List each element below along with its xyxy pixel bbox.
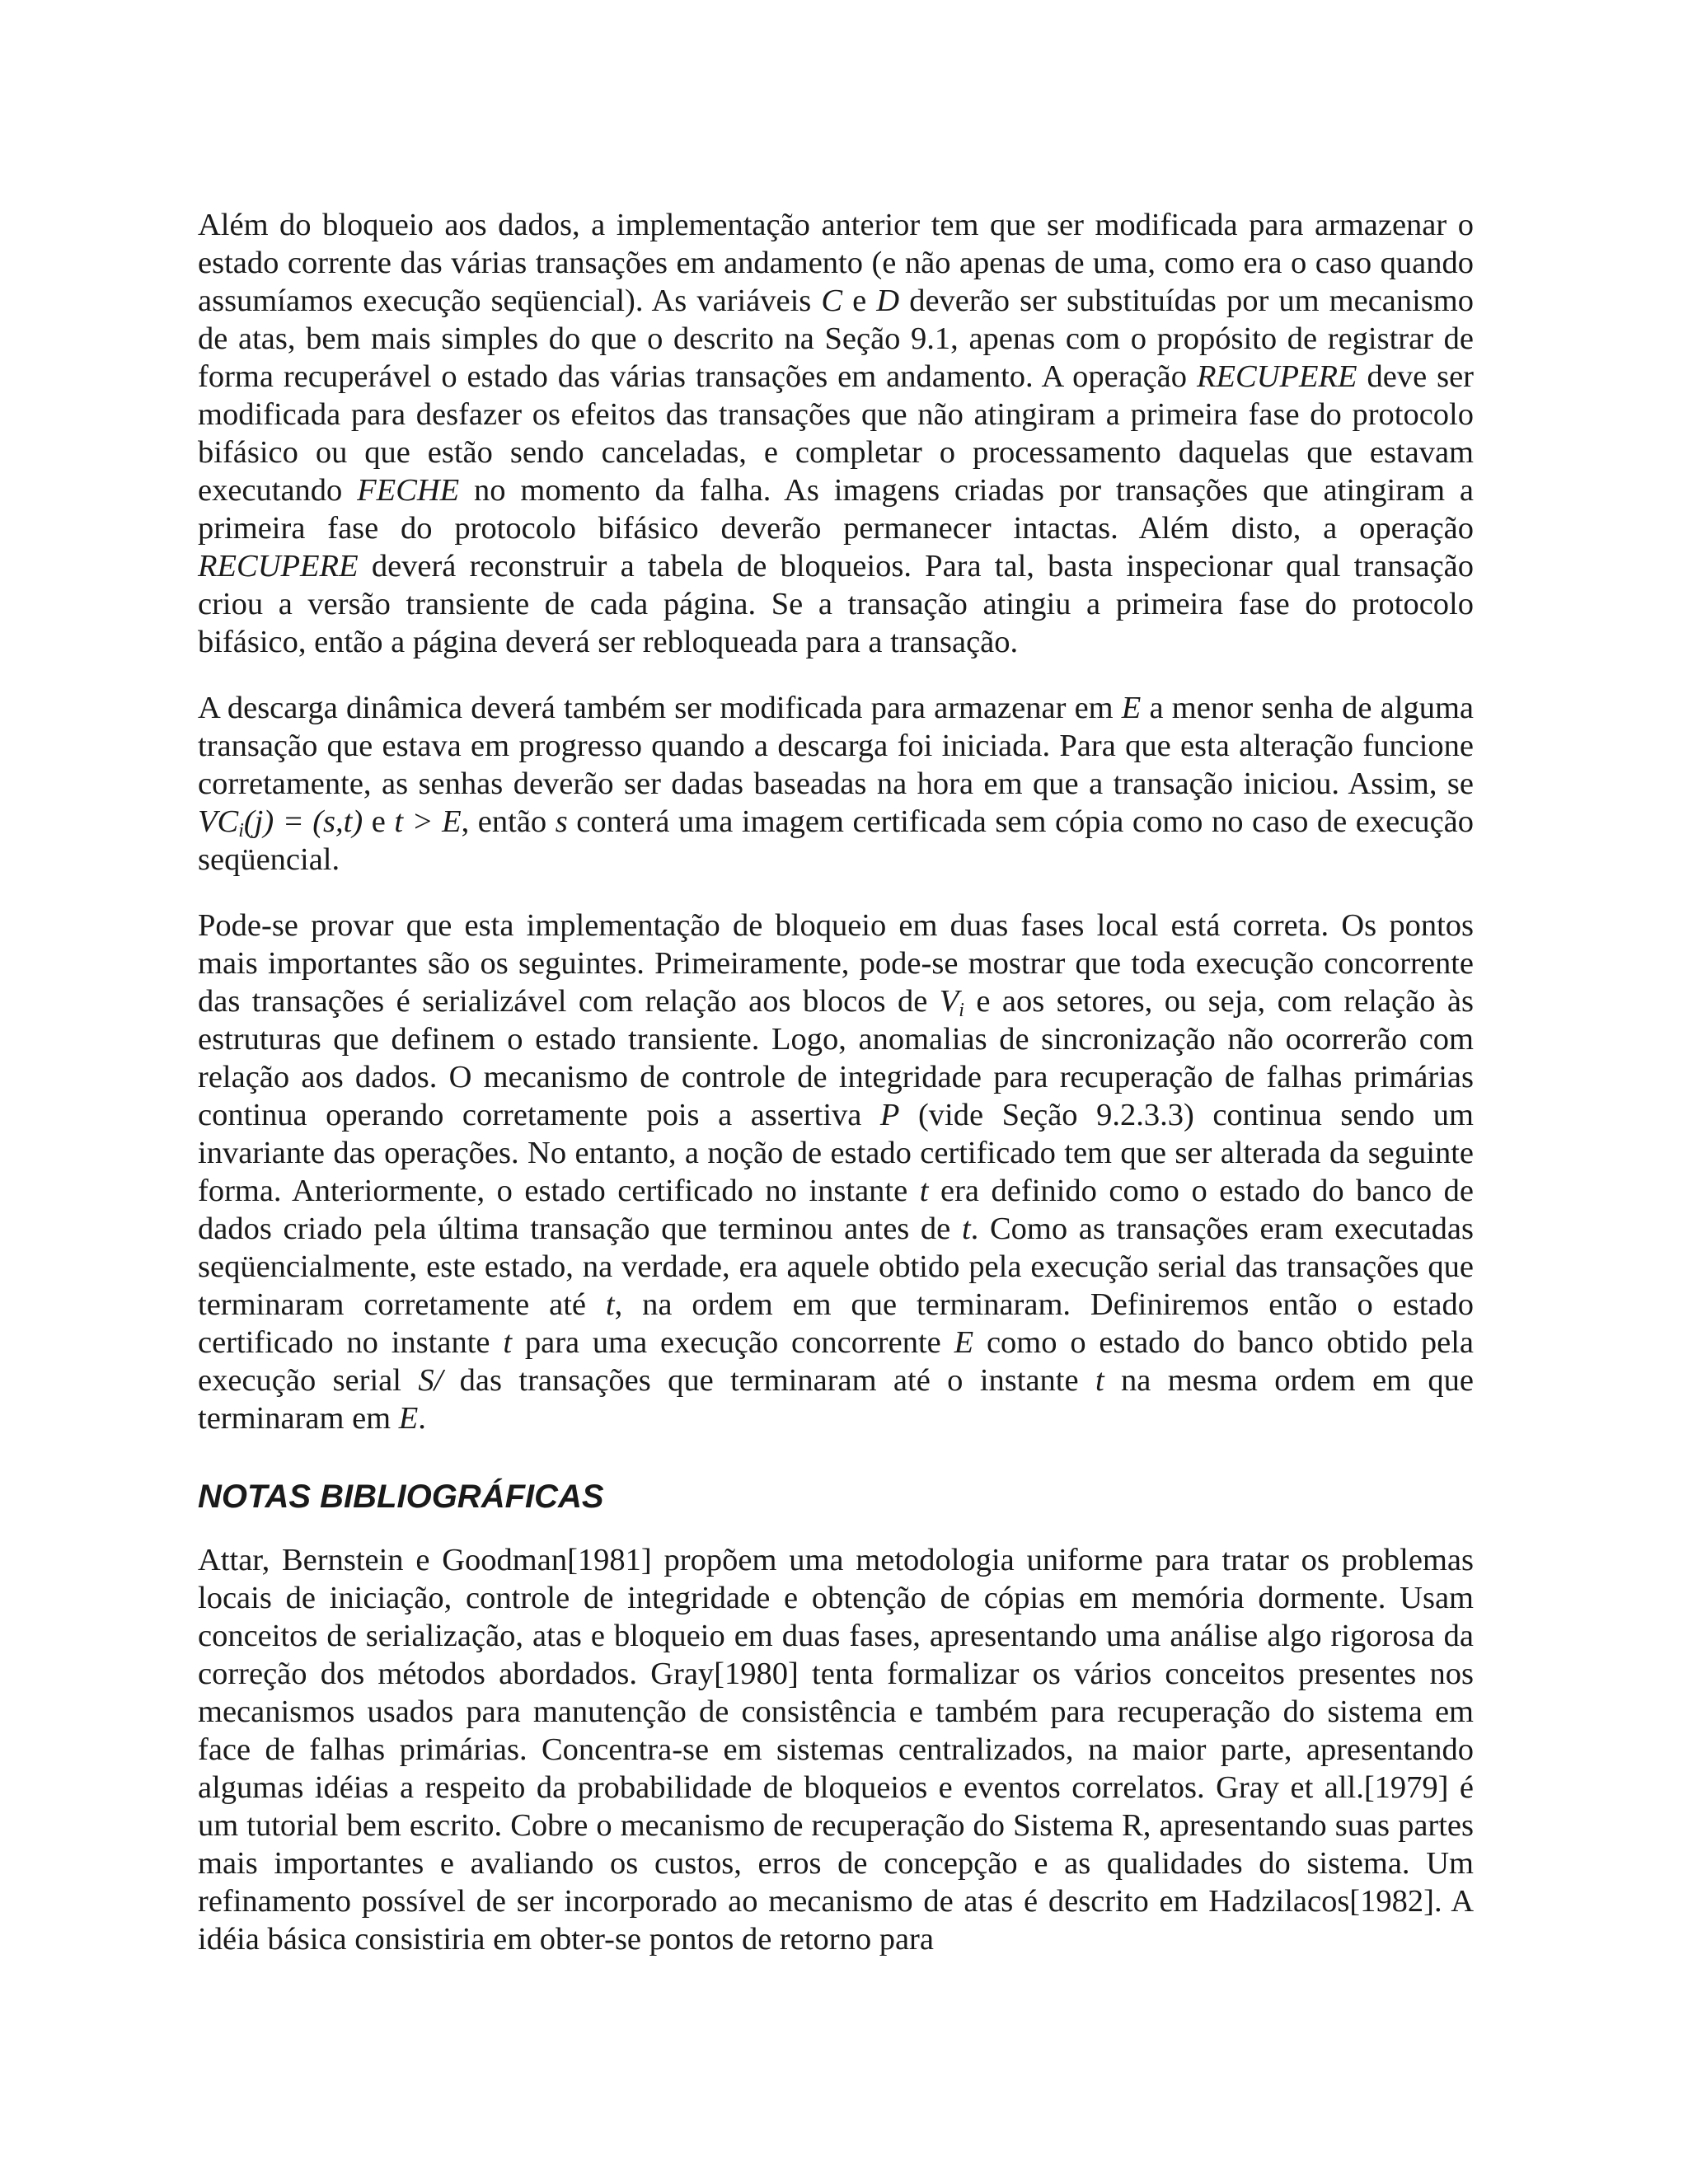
operation-recupere: RECUPERE: [198, 549, 359, 583]
text-run: deverá reconstruir a tabela de bloqueios. Para tal, basta inspecionar qual transação criou a versão transiente de cada página. Se a transação atingiu a primeira fase do protocolo bifásico, então a página deverá ser rebloqueada para a transação.: [198, 549, 1474, 659]
variable-t: t: [919, 1174, 929, 1208]
text-run: Pode-se provar que esta implementação de bloqueio em duas fases local está correta. Os pontos mais importantes são os seguintes. Primeiramente, pode-se mostrar que toda execução concorrente das transações é serializável com relação aos blocos de: [198, 908, 1474, 1019]
text-run: , então: [461, 804, 556, 839]
variable-p: P: [879, 1098, 900, 1132]
variable-s: s: [555, 804, 568, 839]
section-heading: NOTAS BIBLIOGRÁFICAS: [198, 1479, 604, 1515]
variable-v: V: [939, 984, 959, 1019]
text-run: deverão ser substituídas por um mecanismo de atas, bem mais simples do que o descrito na Seção 9.1, apenas com o propósito de registrar de forma recuperável o estado das várias transações em andamento. A operação: [198, 284, 1474, 394]
text-run: das transações que terminaram até o instante: [443, 1363, 1095, 1398]
text-run: (vide Seção 9.2.3.3) continua sendo um invariante das operações. No entanto, a noção de estado certificado tem que ser alterada da seguinte forma. Anteriormente, o estado certificado no instante: [198, 1098, 1474, 1208]
paragraph-bibliographic-notes: Attar, Bernstein e Goodman[1981] propõem uma metodologia uniforme para tratar os problemas locais de iniciação, controle de integridade e obtenção de cópias em memória dormente. Usam conceitos de serialização, atas e bloqueio em duas fases, apresentando uma análise algo rigorosa da correção dos métodos abordados. Gray[1980] tenta formalizar os vários conceitos presentes nos mecanismos usados para manutenção de consistência e também para recuperação do sistema em face de falhas primárias. Concentra-se em sistemas centralizados, na maior parte, apresentando algumas idéias a respeito da probabilidade de bloqueios e eventos correlatos. Gray et all.[1979] é um tutorial bem escrito. Cobre o mecanismo de recuperação do Sistema R, apresentando suas partes mais importantes e avaliando os custos, erros de concepção e as qualidades do sistema. Um refinamento possível de ser incorporado ao mecanismo de atas é descrito em Hadzilacos[1982]. A idéia básica consistiria em obter-se pontos de retorno para: [198, 1543, 1474, 1957]
text-run: e: [842, 284, 877, 318]
variable-s-slash: S/: [418, 1363, 443, 1398]
variable-e: E: [1121, 691, 1142, 725]
variable-t: t: [1095, 1363, 1104, 1398]
text-run: , na ordem em que terminaram. Definiremos então o estado certificado no instante: [198, 1287, 1474, 1360]
document-page: [198, 206, 1474, 1958]
variable-t: t: [605, 1287, 615, 1322]
text-run: A descarga dinâmica deverá também ser modificada para armazenar em: [198, 691, 1122, 725]
formula-t-gt-e: t > E: [394, 804, 462, 839]
variable-e: E: [398, 1401, 419, 1436]
text-run: a menor senha de alguma transação que estava em progresso quando a descarga foi iniciada. Para que esta alteração funcione corretamente, as senhas deverão ser dadas baseadas na hora em que a transação iniciou. Assim, se: [198, 691, 1474, 801]
text-run: como o estado do banco obtido pela execução serial: [198, 1325, 1474, 1398]
variable-e: E: [954, 1325, 974, 1360]
operation-recupere: RECUPERE: [1196, 359, 1357, 394]
formula-vc-args: (j) = (s,t): [243, 804, 363, 839]
text-run: na mesma ordem em que terminaram em: [198, 1363, 1474, 1436]
text-run: e: [363, 804, 395, 839]
operation-feche: FECHE: [357, 473, 460, 508]
text-run: deve ser modificada para desfazer os efeitos das transações que não atingiram a primeira fase do protocolo bifásico ou que estão sendo canceladas, e completar o processamento daquelas que estavam executando: [198, 359, 1474, 508]
variable-t: t: [503, 1325, 513, 1360]
text-run: era definido como o estado do banco de dados criado pela última transação que terminou antes de: [198, 1174, 1474, 1246]
variable-d: D: [876, 284, 900, 318]
text-run: . Como as transações eram executadas seqüencialmente, este estado, na verdade, era aquele obtido pela execução serial das transações que terminaram corretamente até: [198, 1212, 1474, 1322]
subscript-i: i: [238, 819, 244, 841]
text-run: Além do bloqueio aos dados, a implementação anterior tem que ser modificada para armazenar o estado corrente das várias transações em andamento (e não apenas de uma, como era o caso quando assumíamos execução seqüencial). As variáveis: [198, 208, 1474, 318]
text-run: conterá uma imagem certificada sem cópia como no caso de execução seqüencial.: [198, 804, 1474, 877]
variable-t: t: [961, 1212, 971, 1246]
formula-vc: VC: [198, 804, 239, 839]
subscript-i: i: [959, 999, 964, 1021]
text-run: no momento da falha. As imagens criadas por transações que atingiram a primeira fase do protocolo bifásico deverão permanecer intactas. Além disto, a operação: [198, 473, 1474, 546]
text-run: .: [418, 1401, 426, 1436]
text-run: e aos setores, ou seja, com relação às estruturas que definem o estado transiente. Logo, anomalias de sincronização não ocorrerão com relação aos dados. O mecanismo de controle de integridade para recuperação de falhas primárias continua operando corretamente pois a assertiva: [198, 984, 1474, 1132]
paragraph-correctness: [198, 907, 1474, 1437]
paragraph-transaction-state: [198, 206, 1474, 661]
text-run: para uma execução concorrente: [512, 1325, 954, 1360]
variable-c: C: [821, 284, 843, 318]
paragraph-dynamic-dump: [198, 689, 1474, 879]
